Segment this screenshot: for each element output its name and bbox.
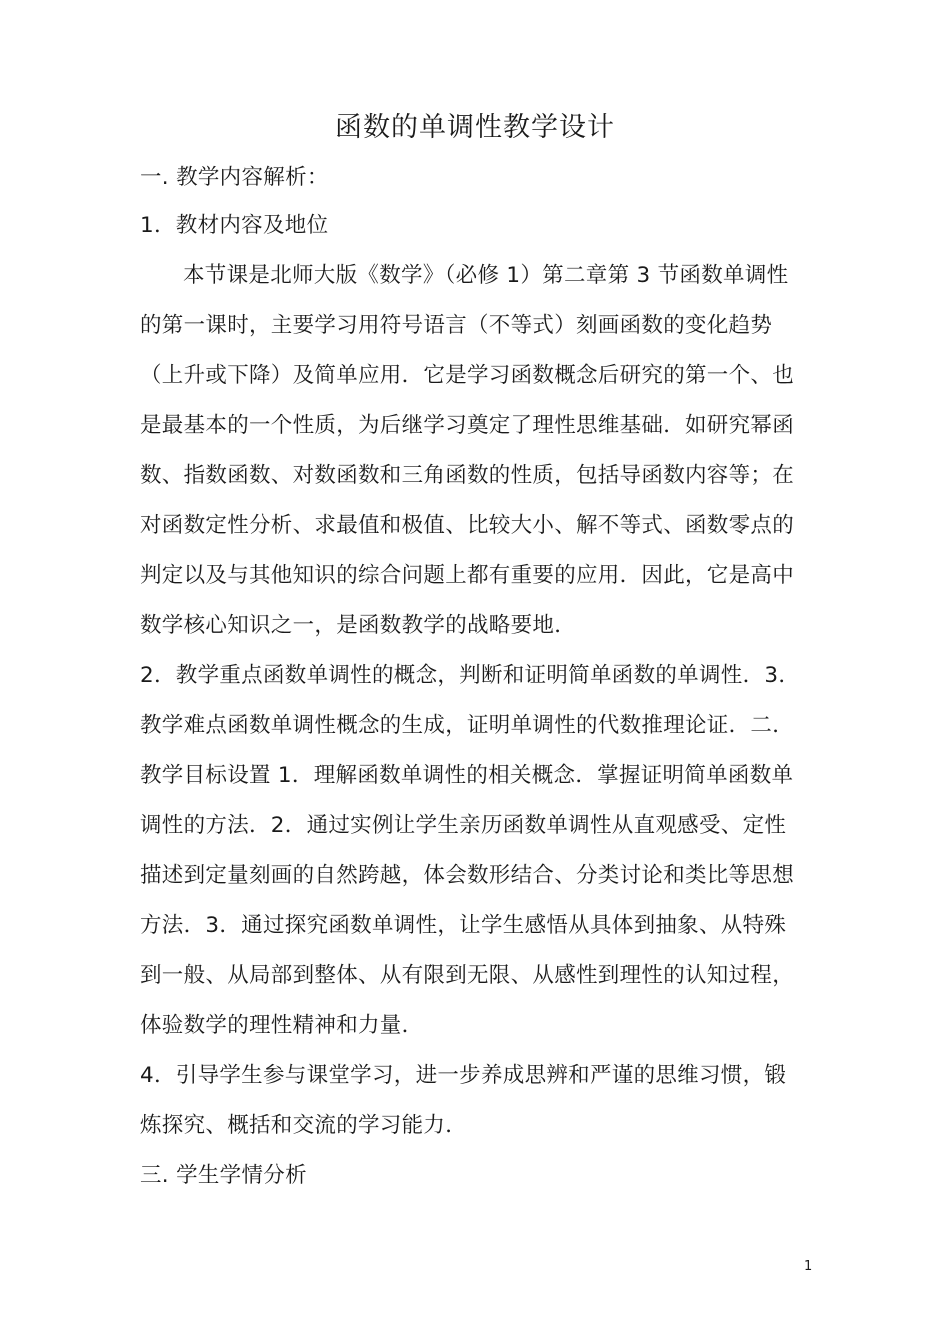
subsection-heading-1: 1．教材内容及地位 bbox=[140, 213, 329, 238]
paragraph-line: 2．教学重点函数单调性的概念，判断和证明简单函数的单调性．3． bbox=[140, 663, 801, 688]
paragraph-line: （上升或下降）及简单应用．它是学习函数概念后研究的第一个、也 bbox=[140, 363, 795, 388]
paragraph-line: 描述到定量刻画的自然跨越，体会数形结合、分类讨论和类比等思想 bbox=[140, 863, 795, 888]
paragraph-line: 对函数定性分析、求最值和极值、比较大小、解不等式、函数零点的 bbox=[140, 513, 795, 538]
paragraph-line: 到一般、从局部到整体、从有限到无限、从感性到理性的认知过程， bbox=[140, 963, 795, 988]
paragraph-line: 数学核心知识之一，是函数教学的战略要地． bbox=[140, 613, 577, 638]
section-heading-1: 一. 教学内容解析： bbox=[140, 165, 329, 190]
paragraph-line: 4．引导学生参与课堂学习，进一步养成思辨和严谨的思维习惯，锻 bbox=[140, 1063, 787, 1088]
page-number: 1 bbox=[804, 1259, 813, 1274]
section-heading-3: 三. 学生学情分析 bbox=[140, 1163, 307, 1188]
paragraph-line: 是最基本的一个性质，为后继学习奠定了理性思维基础．如研究幂函 bbox=[140, 413, 795, 438]
paragraph-line: 数、指数函数、对数函数和三角函数的性质，包括导函数内容等；在 bbox=[140, 463, 795, 488]
paragraph-line: 方法．3．通过探究函数单调性，让学生感悟从具体到抽象、从特殊 bbox=[140, 913, 787, 938]
paragraph-line: 炼探究、概括和交流的学习能力． bbox=[140, 1113, 468, 1138]
paragraph-line: 判定以及与其他知识的综合问题上都有重要的应用．因此，它是高中 bbox=[140, 563, 795, 588]
paragraph-line: 教学难点函数单调性概念的生成，证明单调性的代数推理论证．二． bbox=[140, 713, 795, 738]
paragraph-line: 调性的方法．2．通过实例让学生亲历函数单调性从直观感受、定性 bbox=[140, 813, 787, 838]
page-title: 函数的单调性教学设计 bbox=[335, 112, 615, 143]
paragraph-line: 教学目标设置 1．理解函数单调性的相关概念．掌握证明简单函数单 bbox=[140, 763, 794, 788]
paragraph-line: 的第一课时，主要学习用符号语言（不等式）刻画函数的变化趋势 bbox=[140, 313, 773, 338]
paragraph-line: 体验数学的理性精神和力量． bbox=[140, 1013, 424, 1038]
paragraph-line: 本节课是北师大版《数学》（必修 1）第二章第 3 节函数单调性 bbox=[183, 263, 789, 288]
